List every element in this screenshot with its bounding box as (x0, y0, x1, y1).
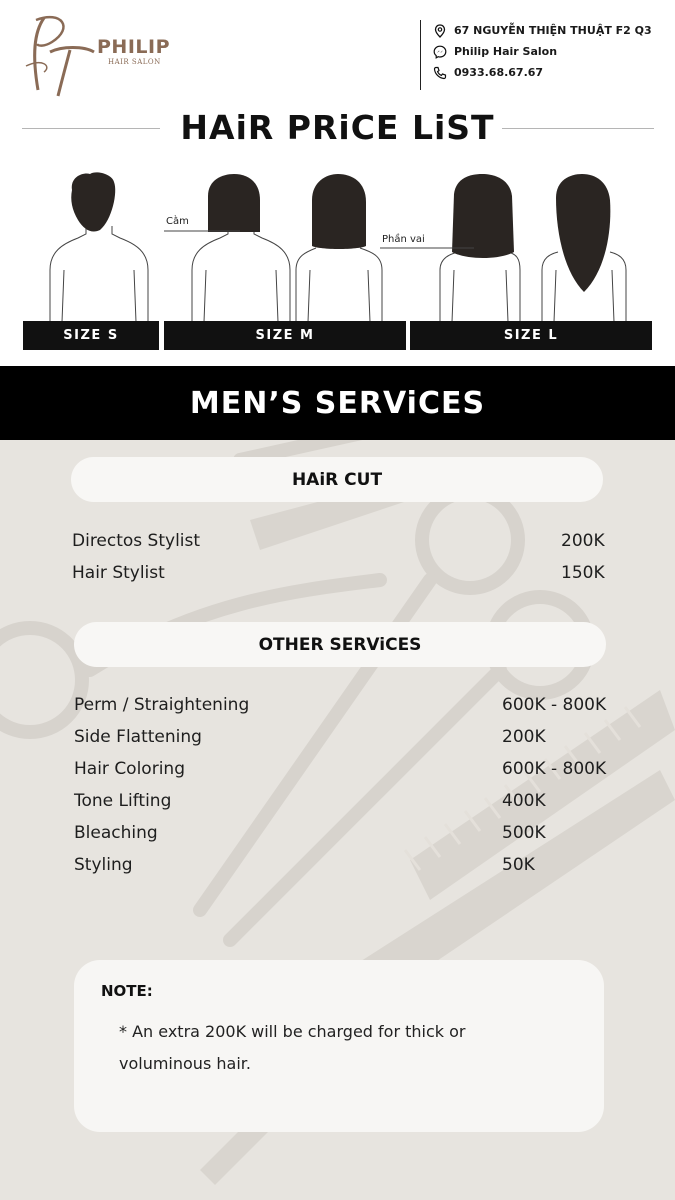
mens-services-title: MEN’S SERViCES (189, 385, 486, 421)
other-services-heading: OTHER SERViCES (74, 622, 606, 667)
shoulder-label: Phần vai (382, 234, 425, 245)
other-item-name: Bleaching (74, 823, 158, 843)
mens-services-banner (0, 366, 675, 440)
other-item-price: 50K (502, 855, 535, 875)
note-text: * An extra 200K will be charged for thick or voluminous hair. (119, 1022, 466, 1073)
services-panel (0, 440, 675, 1200)
location-pin-icon (433, 24, 447, 38)
note-title: NOTE: (101, 982, 153, 1000)
phone-icon (433, 66, 447, 80)
other-item-name: Side Flattening (74, 727, 202, 747)
other-item-name: Styling (74, 855, 133, 875)
other-item-name: Hair Coloring (74, 759, 185, 779)
salon-logo (22, 10, 182, 100)
address-row[interactable] (433, 20, 670, 41)
brand-subtitle: HAIR SALON (108, 58, 161, 66)
brand-name: PHILIP (97, 36, 170, 58)
size-s-tab: SIZE S (23, 321, 159, 350)
page-title: HAiR PRiCE LiST (180, 108, 495, 147)
address-text: 67 NGUYỄN THIỆN THUẬT F2 Q3 (454, 24, 652, 37)
other-item-name: Tone Lifting (74, 791, 172, 811)
phone-row[interactable] (433, 62, 670, 83)
chin-label: Cằm (166, 216, 189, 227)
title-section (0, 106, 675, 150)
haircut-heading: HAiR CUT (71, 457, 603, 502)
phone-text: 0933.68.67.67 (454, 66, 544, 79)
haircut-item-price: 150K (561, 563, 605, 583)
other-item-price: 500K (502, 823, 546, 843)
other-item-price: 400K (502, 791, 546, 811)
haircut-item-name: Directos Stylist (72, 531, 201, 551)
note-box (74, 960, 604, 1132)
other-item-price: 600K - 800K (502, 759, 607, 779)
other-item-name: Perm / Straightening (74, 695, 250, 715)
messenger-row[interactable] (433, 41, 670, 62)
other-item-price: 600K - 800K (502, 695, 607, 715)
haircut-item-price: 200K (561, 531, 605, 551)
monogram-logo-icon (22, 10, 102, 100)
messenger-icon (433, 45, 447, 59)
size-m-tab: SIZE M (164, 321, 406, 350)
hair-silhouettes-icon (0, 160, 675, 325)
contact-info (420, 20, 670, 90)
other-item-price: 200K (502, 727, 546, 747)
messenger-text: Philip Hair Salon (454, 45, 558, 58)
haircut-item-name: Hair Stylist (72, 563, 165, 583)
size-l-tab: SIZE L (410, 321, 652, 350)
